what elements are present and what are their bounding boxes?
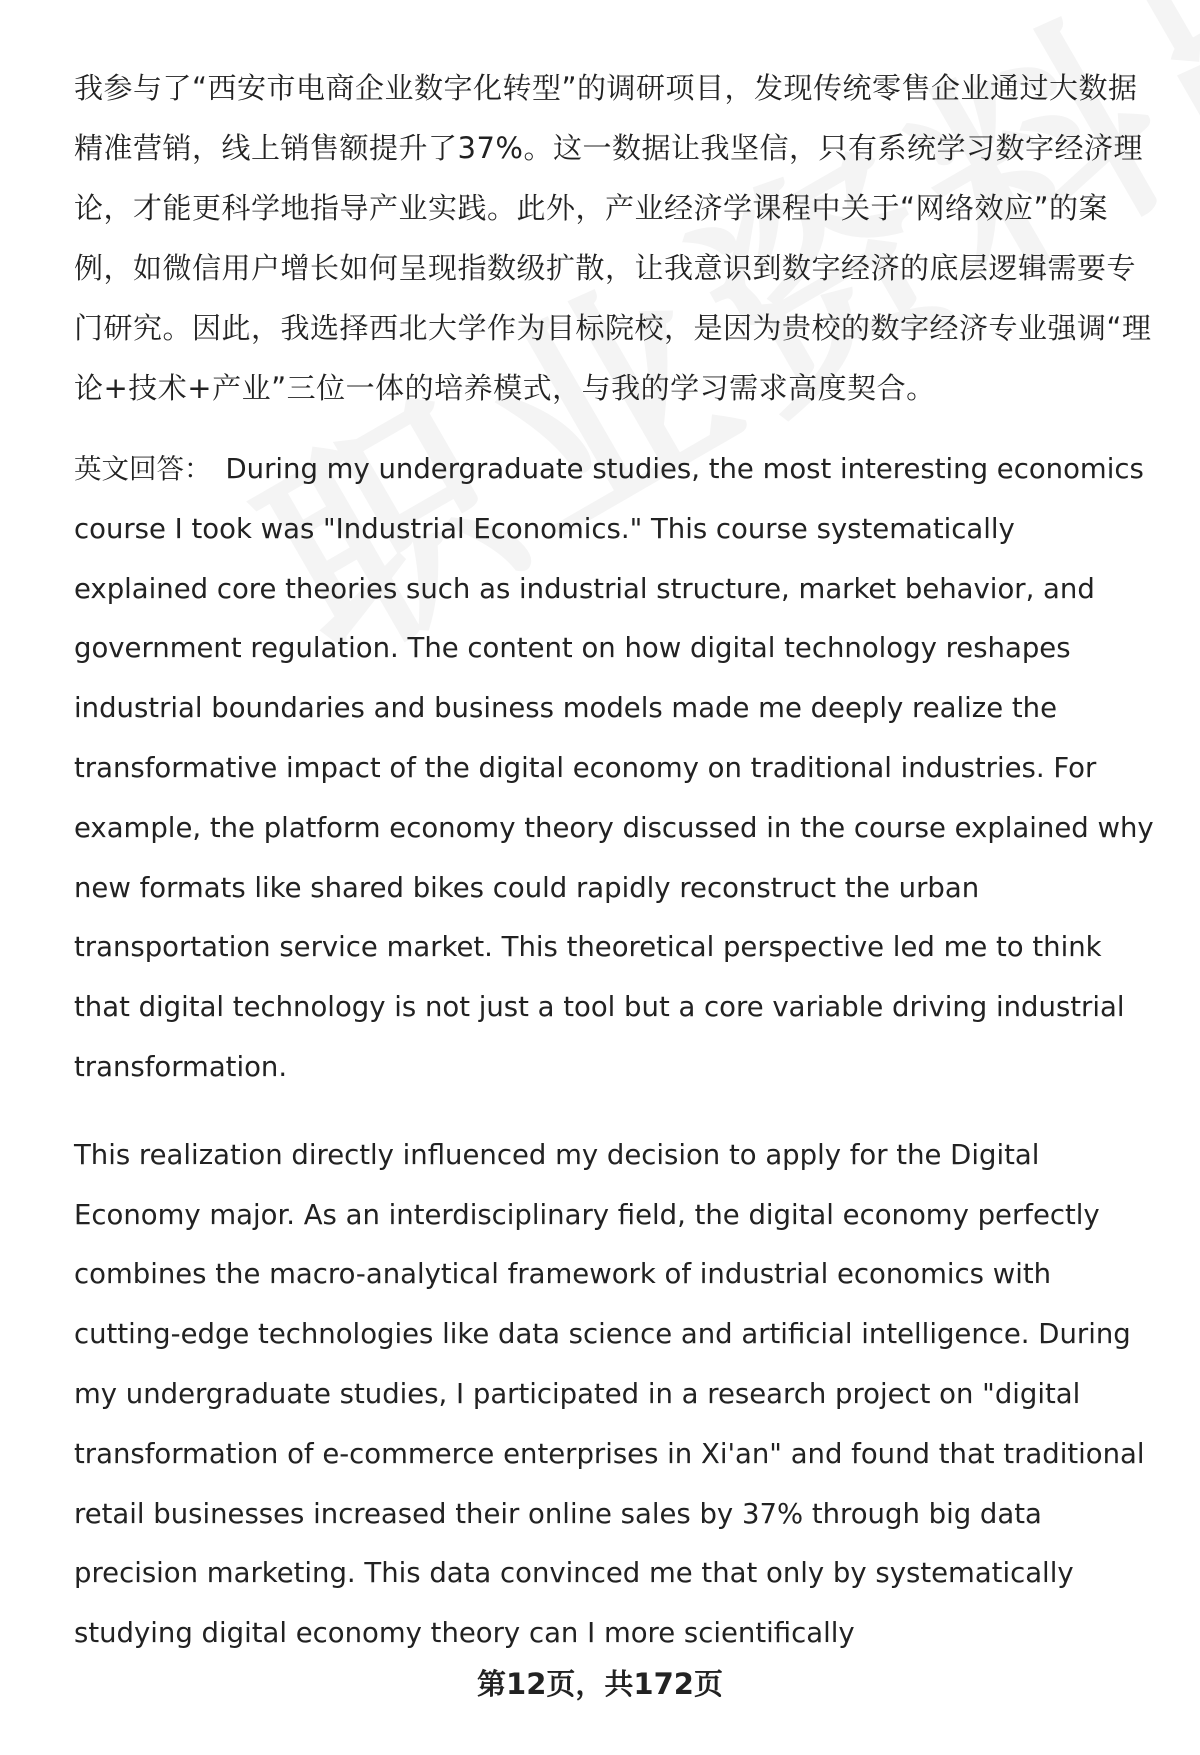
chinese-paragraph: 我参与了“西安市电商企业数字化转型”的调研项目，发现传统零售企业通过大数据精准营销，线上销售额提升了37%。这一数据让我坚信，只有系统学习数字经济理论，才能更科学地指导产业实践。此外，产业经济学课程中关于“网络效应”的案例，如微信用户增长如何呈现指数级扩散，让我意识到数字经济的底层逻辑需要专门研究。因此，我选择西北大学作为目标院校，是因为贵校的数字经济专业强调“理论+技术+产业”三位一体的培养模式，与我的学习需求高度契合。 — [74, 71, 1152, 405]
english-paragraph-1-text: During my undergraduate studies, the most interesting economics course I took was "Industrial Economics." This course systematically explained core theories such as industrial structure, market behavior, and government regulation. The content on how digital technology reshapes industrial boundaries and business models made me deeply realize the transformative impact of the digital economy on traditional industries. For example, the platform economy theory discussed in the course explained why new formats like shared bikes could rapidly reconstruct the urban transportation service market. This theoretical perspective led me to think that digital technology is not just a tool but a core variable driving industrial transformation. — [74, 453, 1154, 1083]
answer-label: 英文回答： — [74, 453, 212, 485]
page-number-footer: 第12页，共172页 — [477, 1667, 723, 1701]
english-answer-paragraph-2: This realization directly influenced my decision to apply for the Digital Economy major. As an interdisciplinary field, the digital economy perfectly combines the macro-analytical framework of industrial economics with cutting-edge technologies like data science and artificial intelligence. During my undergraduate studies, I participated in a research project on "digital transformation of e-commerce enterprises in Xi'an" and found that traditional retail businesses increased their online sales by 37% through big data precision marketing. This data convinced me that only by systematically studying digital economy theory can I more scientifically — [74, 1138, 1145, 1650]
page-content — [74, 58, 1154, 1692]
english-answer-paragraph-1 — [74, 440, 1154, 1098]
